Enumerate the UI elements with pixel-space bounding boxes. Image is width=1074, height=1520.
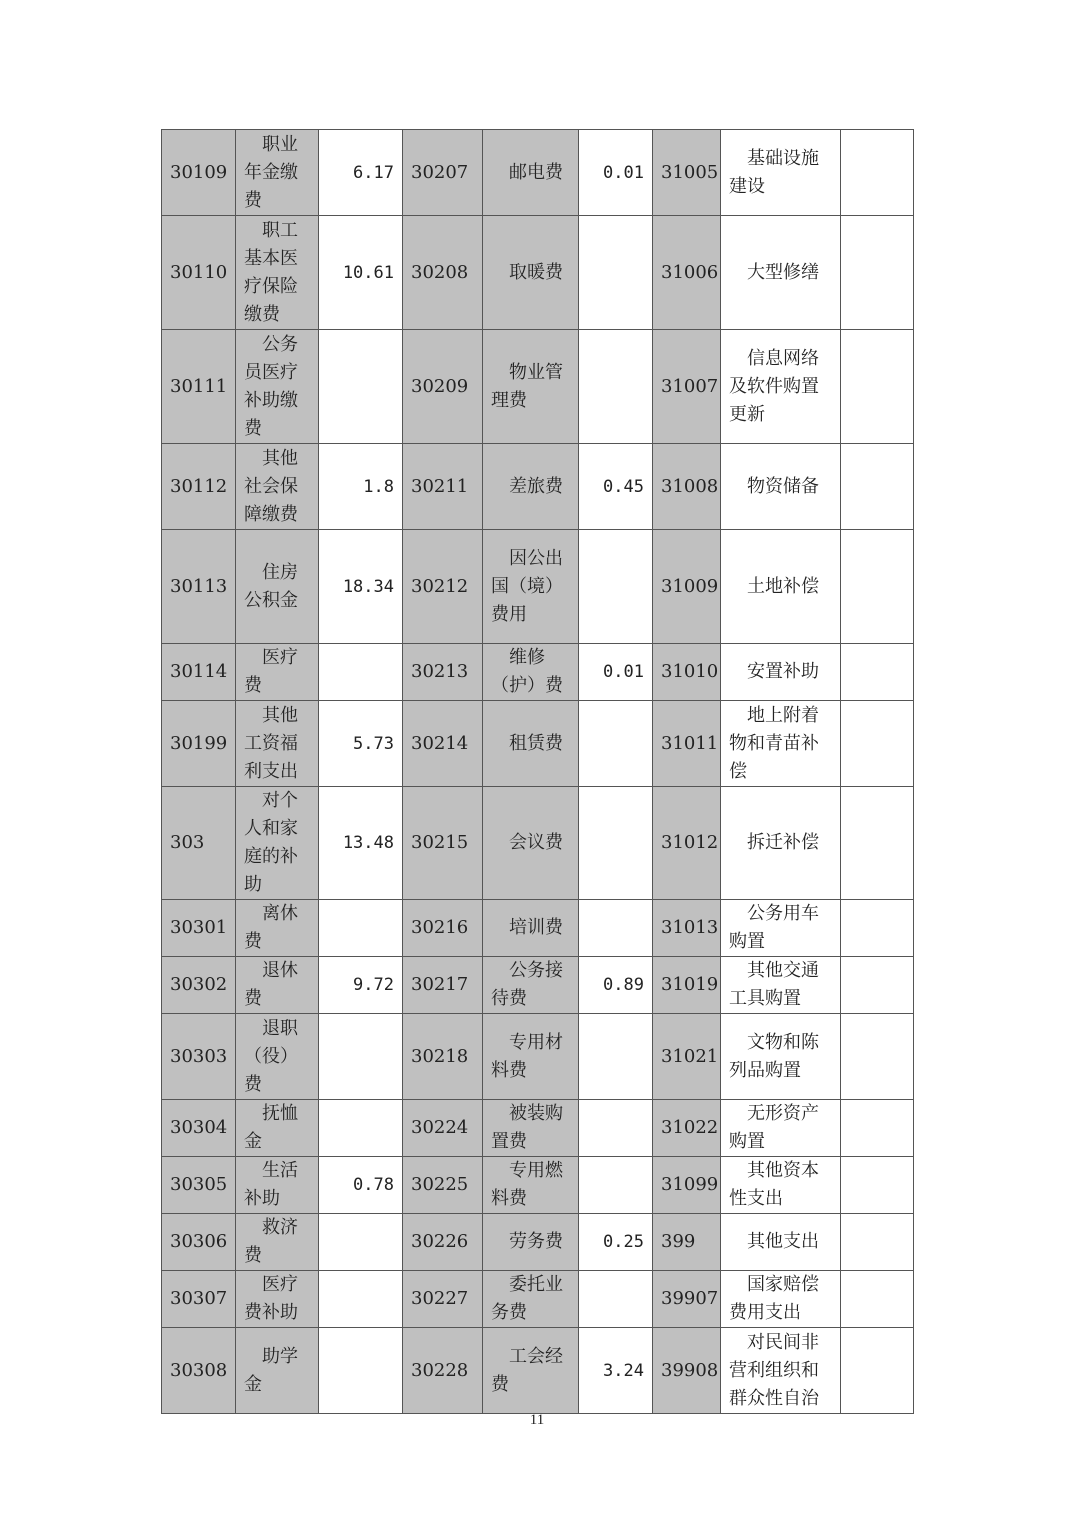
econ-name-cell: 对民间非营利组织和群众性自治 <box>721 1328 841 1414</box>
econ-name-cell: 其他支出 <box>721 1214 841 1271</box>
amount-cell <box>579 1271 653 1328</box>
amount-cell <box>579 701 653 787</box>
amount-cell <box>841 1100 914 1157</box>
econ-name-cell: 生活补助 <box>236 1157 319 1214</box>
econ-name-cell: 维修（护）费 <box>483 644 579 701</box>
table-row <box>162 900 914 957</box>
econ-name-cell: 离休费 <box>236 900 319 957</box>
amount-cell <box>319 1214 403 1271</box>
econ-code-cell: 30208 <box>403 216 483 330</box>
econ-code-cell: 399 <box>653 1214 721 1271</box>
econ-code-cell: 30212 <box>403 530 483 644</box>
amount-cell <box>841 1157 914 1214</box>
amount-cell <box>841 1271 914 1328</box>
econ-code-cell: 30307 <box>162 1271 236 1328</box>
amount-cell <box>841 216 914 330</box>
expenditure-table <box>161 129 914 1414</box>
econ-name-cell: 会议费 <box>483 787 579 900</box>
amount-cell: 0.89 <box>579 957 653 1014</box>
amount-cell <box>319 330 403 444</box>
econ-code-cell: 31021 <box>653 1014 721 1100</box>
amount-cell <box>841 1014 914 1100</box>
econ-name-cell: 职工基本医疗保险缴费 <box>236 216 319 330</box>
econ-code-cell: 31011 <box>653 701 721 787</box>
econ-name-cell: 其他工资福利支出 <box>236 701 319 787</box>
econ-name-cell: 公务接待费 <box>483 957 579 1014</box>
amount-cell <box>319 1100 403 1157</box>
econ-name-cell: 退休费 <box>236 957 319 1014</box>
econ-name-cell: 无形资产购置 <box>721 1100 841 1157</box>
econ-name-cell: 专用燃料费 <box>483 1157 579 1214</box>
econ-code-cell: 30213 <box>403 644 483 701</box>
econ-code-cell: 30214 <box>403 701 483 787</box>
econ-code-cell: 30109 <box>162 130 236 216</box>
econ-name-cell: 物资储备 <box>721 444 841 530</box>
econ-code-cell: 303 <box>162 787 236 900</box>
amount-cell: 0.45 <box>579 444 653 530</box>
econ-name-cell: 专用材料费 <box>483 1014 579 1100</box>
econ-code-cell: 30110 <box>162 216 236 330</box>
amount-cell <box>579 530 653 644</box>
amount-cell <box>841 701 914 787</box>
econ-code-cell: 31005 <box>653 130 721 216</box>
econ-name-cell: 因公出国（境）费用 <box>483 530 579 644</box>
econ-code-cell: 39907 <box>653 1271 721 1328</box>
amount-cell: 1.8 <box>319 444 403 530</box>
amount-cell <box>579 216 653 330</box>
table-row <box>162 1214 914 1271</box>
econ-name-cell: 其他交通工具购置 <box>721 957 841 1014</box>
amount-cell <box>319 1014 403 1100</box>
amount-cell <box>841 1328 914 1414</box>
econ-code-cell: 30224 <box>403 1100 483 1157</box>
econ-code-cell: 30303 <box>162 1014 236 1100</box>
econ-code-cell: 31013 <box>653 900 721 957</box>
econ-code-cell: 31099 <box>653 1157 721 1214</box>
table-row <box>162 1014 914 1100</box>
econ-code-cell: 30227 <box>403 1271 483 1328</box>
amount-cell <box>841 130 914 216</box>
econ-code-cell: 30306 <box>162 1214 236 1271</box>
amount-cell <box>841 1214 914 1271</box>
amount-cell: 0.25 <box>579 1214 653 1271</box>
amount-cell <box>319 1328 403 1414</box>
econ-name-cell: 基础设施建设 <box>721 130 841 216</box>
amount-cell <box>579 787 653 900</box>
table-row <box>162 1271 914 1328</box>
table-row <box>162 957 914 1014</box>
table-row <box>162 530 914 644</box>
amount-cell: 9.72 <box>319 957 403 1014</box>
amount-cell: 18.34 <box>319 530 403 644</box>
econ-code-cell: 30304 <box>162 1100 236 1157</box>
econ-code-cell: 30113 <box>162 530 236 644</box>
econ-name-cell: 对个人和家庭的补助 <box>236 787 319 900</box>
econ-name-cell: 土地补偿 <box>721 530 841 644</box>
econ-name-cell: 物业管理费 <box>483 330 579 444</box>
econ-code-cell: 30302 <box>162 957 236 1014</box>
econ-code-cell: 31010 <box>653 644 721 701</box>
econ-name-cell: 医疗费补助 <box>236 1271 319 1328</box>
amount-cell <box>319 644 403 701</box>
table-row <box>162 787 914 900</box>
amount-cell <box>579 1157 653 1214</box>
table-row <box>162 701 914 787</box>
econ-name-cell: 培训费 <box>483 900 579 957</box>
econ-name-cell: 邮电费 <box>483 130 579 216</box>
amount-cell <box>579 900 653 957</box>
table-row <box>162 1157 914 1214</box>
econ-name-cell: 其他社会保障缴费 <box>236 444 319 530</box>
table-row <box>162 444 914 530</box>
econ-code-cell: 30112 <box>162 444 236 530</box>
table-body <box>162 130 914 1414</box>
econ-name-cell: 公务用车购置 <box>721 900 841 957</box>
table-row <box>162 330 914 444</box>
econ-code-cell: 31012 <box>653 787 721 900</box>
econ-name-cell: 医疗费 <box>236 644 319 701</box>
amount-cell <box>841 644 914 701</box>
econ-name-cell: 住房公积金 <box>236 530 319 644</box>
amount-cell <box>319 1271 403 1328</box>
amount-cell: 13.48 <box>319 787 403 900</box>
econ-name-cell: 公务员医疗补助缴费 <box>236 330 319 444</box>
econ-name-cell: 被装购置费 <box>483 1100 579 1157</box>
econ-code-cell: 31022 <box>653 1100 721 1157</box>
econ-code-cell: 31009 <box>653 530 721 644</box>
amount-cell: 5.73 <box>319 701 403 787</box>
econ-code-cell: 30215 <box>403 787 483 900</box>
econ-code-cell: 30209 <box>403 330 483 444</box>
econ-name-cell: 职业年金缴费 <box>236 130 319 216</box>
econ-code-cell: 30228 <box>403 1328 483 1414</box>
table-row <box>162 644 914 701</box>
econ-code-cell: 30226 <box>403 1214 483 1271</box>
amount-cell <box>841 530 914 644</box>
econ-code-cell: 31007 <box>653 330 721 444</box>
econ-code-cell: 39908 <box>653 1328 721 1414</box>
econ-name-cell: 助学金 <box>236 1328 319 1414</box>
econ-name-cell: 取暖费 <box>483 216 579 330</box>
amount-cell <box>841 330 914 444</box>
econ-name-cell: 救济费 <box>236 1214 319 1271</box>
econ-code-cell: 30217 <box>403 957 483 1014</box>
amount-cell <box>579 330 653 444</box>
econ-code-cell: 30301 <box>162 900 236 957</box>
econ-name-cell: 地上附着物和青苗补偿 <box>721 701 841 787</box>
econ-code-cell: 31006 <box>653 216 721 330</box>
table-row <box>162 1100 914 1157</box>
econ-code-cell: 30305 <box>162 1157 236 1214</box>
econ-code-cell: 30114 <box>162 644 236 701</box>
amount-cell: 6.17 <box>319 130 403 216</box>
econ-code-cell: 30216 <box>403 900 483 957</box>
econ-name-cell: 租赁费 <box>483 701 579 787</box>
econ-code-cell: 30207 <box>403 130 483 216</box>
amount-cell <box>841 787 914 900</box>
table-row <box>162 1328 914 1414</box>
page-number: 11 <box>529 1412 545 1428</box>
econ-code-cell: 30218 <box>403 1014 483 1100</box>
econ-code-cell: 30211 <box>403 444 483 530</box>
amount-cell <box>579 1014 653 1100</box>
amount-cell <box>319 900 403 957</box>
econ-name-cell: 拆迁补偿 <box>721 787 841 900</box>
amount-cell: 0.01 <box>579 644 653 701</box>
econ-code-cell: 31019 <box>653 957 721 1014</box>
table-row <box>162 216 914 330</box>
econ-name-cell: 差旅费 <box>483 444 579 530</box>
econ-code-cell: 30199 <box>162 701 236 787</box>
econ-name-cell: 国家赔偿费用支出 <box>721 1271 841 1328</box>
amount-cell: 0.01 <box>579 130 653 216</box>
econ-code-cell: 31008 <box>653 444 721 530</box>
econ-code-cell: 30111 <box>162 330 236 444</box>
econ-code-cell: 30308 <box>162 1328 236 1414</box>
econ-name-cell: 退职（役）费 <box>236 1014 319 1100</box>
amount-cell: 10.61 <box>319 216 403 330</box>
econ-name-cell: 劳务费 <box>483 1214 579 1271</box>
econ-name-cell: 其他资本性支出 <box>721 1157 841 1214</box>
amount-cell: 3.24 <box>579 1328 653 1414</box>
econ-name-cell: 委托业务费 <box>483 1271 579 1328</box>
amount-cell <box>841 900 914 957</box>
econ-code-cell: 30225 <box>403 1157 483 1214</box>
amount-cell <box>841 444 914 530</box>
econ-name-cell: 信息网络及软件购置更新 <box>721 330 841 444</box>
econ-name-cell: 大型修缮 <box>721 216 841 330</box>
amount-cell <box>579 1100 653 1157</box>
amount-cell <box>841 957 914 1014</box>
econ-name-cell: 抚恤金 <box>236 1100 319 1157</box>
table-row <box>162 130 914 216</box>
amount-cell: 0.78 <box>319 1157 403 1214</box>
econ-name-cell: 安置补助 <box>721 644 841 701</box>
econ-name-cell: 文物和陈列品购置 <box>721 1014 841 1100</box>
econ-name-cell: 工会经费 <box>483 1328 579 1414</box>
